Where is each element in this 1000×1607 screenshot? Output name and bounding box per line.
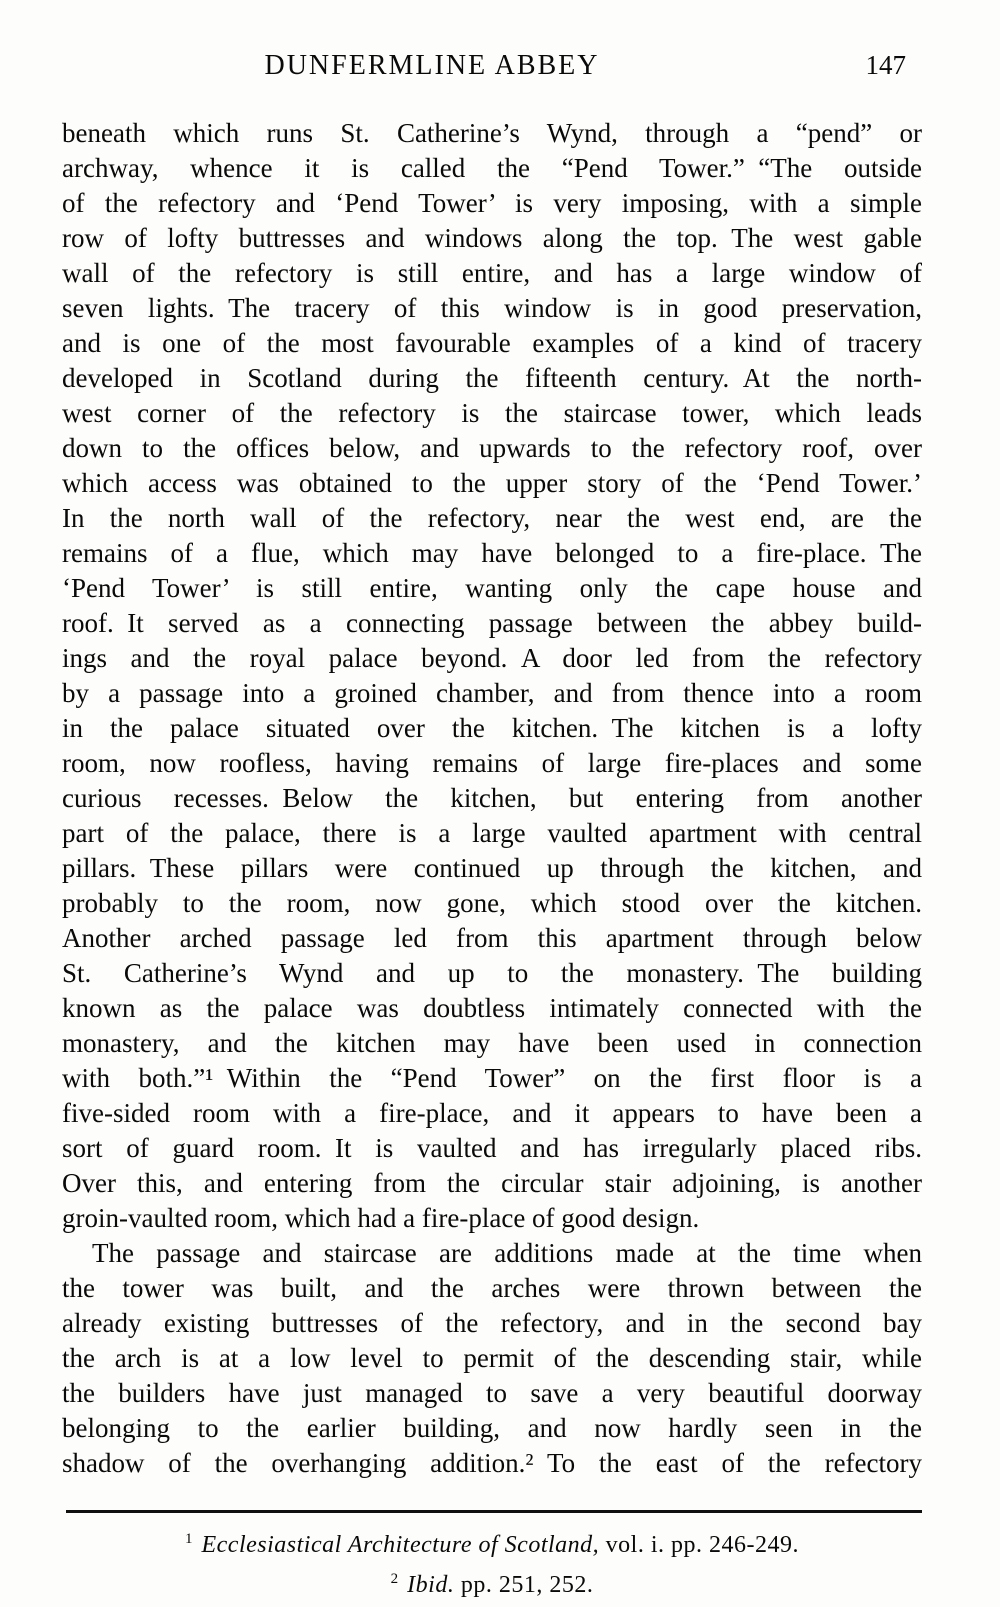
running-header bbox=[62, 50, 922, 86]
text-line: archway, whence it is called the “Pend Tower.” “The outside bbox=[62, 153, 922, 183]
text-line: down to the offices below, and upwards to the refectory roof, over bbox=[62, 433, 922, 463]
footnote-source: Ibid. bbox=[407, 1572, 455, 1598]
text-line: already existing buttresses of the refectory, and in the second bay bbox=[62, 1308, 922, 1338]
text-line: St. Catherine’s Wynd and up to the monastery. The building bbox=[62, 958, 922, 988]
footnote bbox=[62, 1522, 922, 1562]
text-line: five-sided room with a fire-place, and it appears to have been a bbox=[62, 1098, 922, 1128]
paragraph bbox=[62, 1236, 922, 1481]
text-line: with both.”¹ Within the “Pend Tower” on the first floor is a bbox=[62, 1063, 922, 1093]
text-line: roof. It served as a connecting passage between the abbey build- bbox=[62, 608, 922, 638]
text-line: shadow of the overhanging addition.² To the east of the refectory bbox=[62, 1448, 922, 1478]
page-number: 147 bbox=[865, 50, 906, 80]
text-line: row of lofty buttresses and windows along the top. The west gable bbox=[62, 223, 922, 253]
footnote-source: Ecclesiastical Architecture of Scotland, bbox=[201, 1532, 600, 1558]
text-line: Over this, and entering from the circular stair adjoining, is another bbox=[62, 1168, 922, 1198]
text-line: beneath which runs St. Catherine’s Wynd, through a “pend” or bbox=[62, 118, 922, 148]
text-line: ‘Pend Tower’ is still entire, wanting only the cape house and bbox=[62, 573, 922, 603]
footnote-marker: 2 bbox=[390, 1571, 399, 1587]
text-line: Another arched passage led from this apartment through below bbox=[62, 923, 922, 953]
text-line: and is one of the most favourable examples of a kind of tracery bbox=[62, 328, 922, 358]
text-line: west corner of the refectory is the staircase tower, which leads bbox=[62, 398, 922, 428]
text-line: wall of the refectory is still entire, and has a large window of bbox=[62, 258, 922, 288]
text-line: seven lights. The tracery of this window is in good preservation, bbox=[62, 293, 922, 323]
text-line: part of the palace, there is a large vaulted apartment with central bbox=[62, 818, 922, 848]
text-line: monastery, and the kitchen may have been used in connection bbox=[62, 1028, 922, 1058]
text-line: known as the palace was doubtless intimately connected with the bbox=[62, 993, 922, 1023]
page-title: DUNFERMLINE ABBEY bbox=[264, 50, 600, 81]
footnote-marker: 1 bbox=[184, 1531, 193, 1547]
text-line: The passage and staircase are additions made at the time when bbox=[92, 1238, 922, 1268]
footnote-rule bbox=[66, 1510, 922, 1513]
text-line: sort of guard room. It is vaulted and has irregularly placed ribs. bbox=[62, 1133, 922, 1163]
text-line: remains of a flue, which may have belonged to a fire-place. The bbox=[62, 538, 922, 568]
text-line: room, now roofless, having remains of large fire-places and some bbox=[62, 748, 922, 778]
footnote bbox=[62, 1562, 922, 1602]
text-line: which access was obtained to the upper story of the ‘Pend Tower.’ bbox=[62, 468, 922, 498]
text-line: the builders have just managed to save a very beautiful doorway bbox=[62, 1378, 922, 1408]
text-line: belonging to the earlier building, and now hardly seen in the bbox=[62, 1413, 922, 1443]
text-line: In the north wall of the refectory, near the west end, are the bbox=[62, 503, 922, 533]
footnotes bbox=[62, 1522, 922, 1602]
text-block bbox=[62, 116, 922, 1481]
text-line: of the refectory and ‘Pend Tower’ is very imposing, with a simple bbox=[62, 188, 922, 218]
text-line: probably to the room, now gone, which stood over the kitchen. bbox=[62, 888, 922, 918]
text-line: curious recesses. Below the kitchen, but entering from another bbox=[62, 783, 922, 813]
text-line: the arch is at a low level to permit of the descending stair, while bbox=[62, 1343, 922, 1373]
text-line: by a passage into a groined chamber, and from thence into a room bbox=[62, 678, 922, 708]
text-line: developed in Scotland during the fifteenth century. At the north- bbox=[62, 363, 922, 393]
text-line: groin-vaulted room, which had a fire-place of good design. bbox=[62, 1203, 700, 1233]
text-line: ings and the royal palace beyond. A door led from the refectory bbox=[62, 643, 922, 673]
text-line: pillars. These pillars were continued up through the kitchen, and bbox=[62, 853, 922, 883]
text-line: in the palace situated over the kitchen. The kitchen is a lofty bbox=[62, 713, 922, 743]
footnote-detail: pp. 251, 252. bbox=[454, 1572, 594, 1598]
paragraph bbox=[62, 116, 922, 1236]
footnote-detail: vol. i. pp. 246-249. bbox=[599, 1532, 799, 1558]
text-line: the tower was built, and the arches were thrown between the bbox=[62, 1273, 922, 1303]
